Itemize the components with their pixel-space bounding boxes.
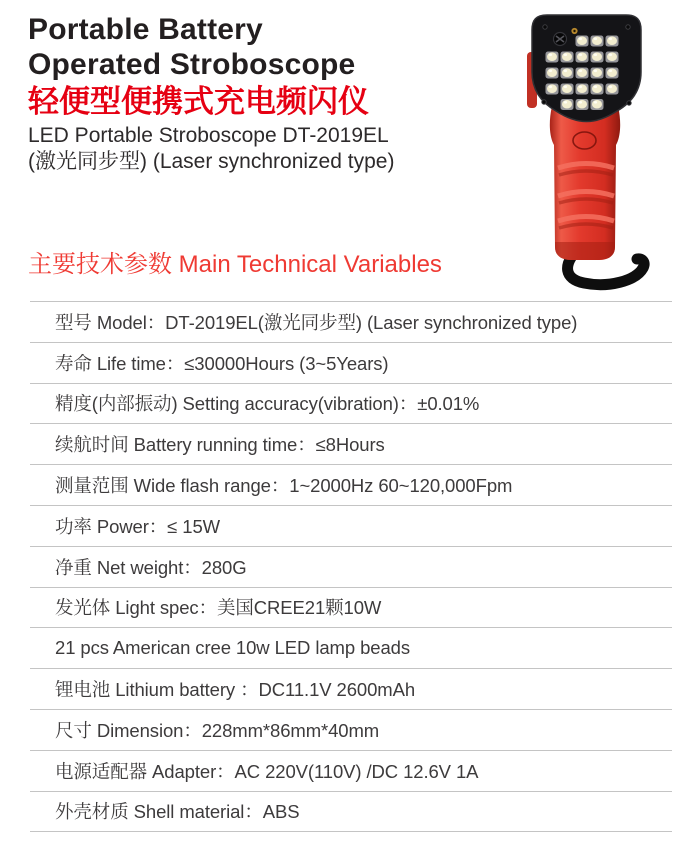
product-title-en bbox=[28, 12, 355, 82]
product-title-en-line2: Operated Stroboscope bbox=[28, 48, 356, 81]
handle-bottom-shade bbox=[555, 242, 615, 260]
handle bbox=[550, 106, 620, 260]
product-subtitle-line1: LED Portable Stroboscope DT-2019EL bbox=[28, 124, 389, 147]
product-title-cn: 轻便型便携式充电频闪仪 bbox=[28, 84, 369, 119]
stroboscope-illustration bbox=[450, 0, 679, 300]
spec-row-3: 精度(内部振动) Setting accuracy(vibration)：±0.01% bbox=[30, 383, 672, 424]
spec-row-6: 功率 Power：≤ 15W bbox=[30, 505, 672, 546]
spec-row-7: 净重 Net weight：280G bbox=[30, 546, 672, 587]
spec-row-13: 外壳材质 Shell material：ABS bbox=[30, 791, 672, 832]
spec-table bbox=[30, 301, 672, 832]
laser-screw bbox=[554, 33, 567, 46]
product-title-en-line1: Portable Battery bbox=[28, 13, 263, 46]
spec-row-4: 续航时间 Battery running time：≤8Hours bbox=[30, 423, 672, 464]
spec-row-1: 型号 Model：DT-2019EL(激光同步型) (Laser synchronized type) bbox=[30, 301, 672, 342]
product-image bbox=[450, 0, 679, 300]
spec-row-12: 电源适配器 Adapter：AC 220V(110V) /DC 12.6V 1A bbox=[30, 750, 672, 791]
product-subtitle-line2: (激光同步型) (Laser synchronized type) bbox=[28, 150, 395, 173]
spec-row-8: 发光体 Light spec：美国CREE21颗10W bbox=[30, 587, 672, 628]
spec-row-2: 寿命 Life time：≤30000Hours (3~5Years) bbox=[30, 342, 672, 383]
laser-aperture bbox=[571, 28, 577, 34]
section-heading: 主要技术参数 Main Technical Variables bbox=[28, 251, 442, 278]
spec-row-9: 21 pcs American cree 10w LED lamp beads bbox=[30, 627, 672, 668]
spec-row-11: 尺寸 Dimension：228mm*86mm*40mm bbox=[30, 709, 672, 750]
product-subtitle bbox=[28, 123, 394, 175]
spec-row-5: 测量范围 Wide flash range：1~2000Hz 60~120,000Fpm bbox=[30, 464, 672, 505]
spec-row-10: 锂电池 Lithium battery ：DC11.1V 2600mAh bbox=[30, 668, 672, 709]
